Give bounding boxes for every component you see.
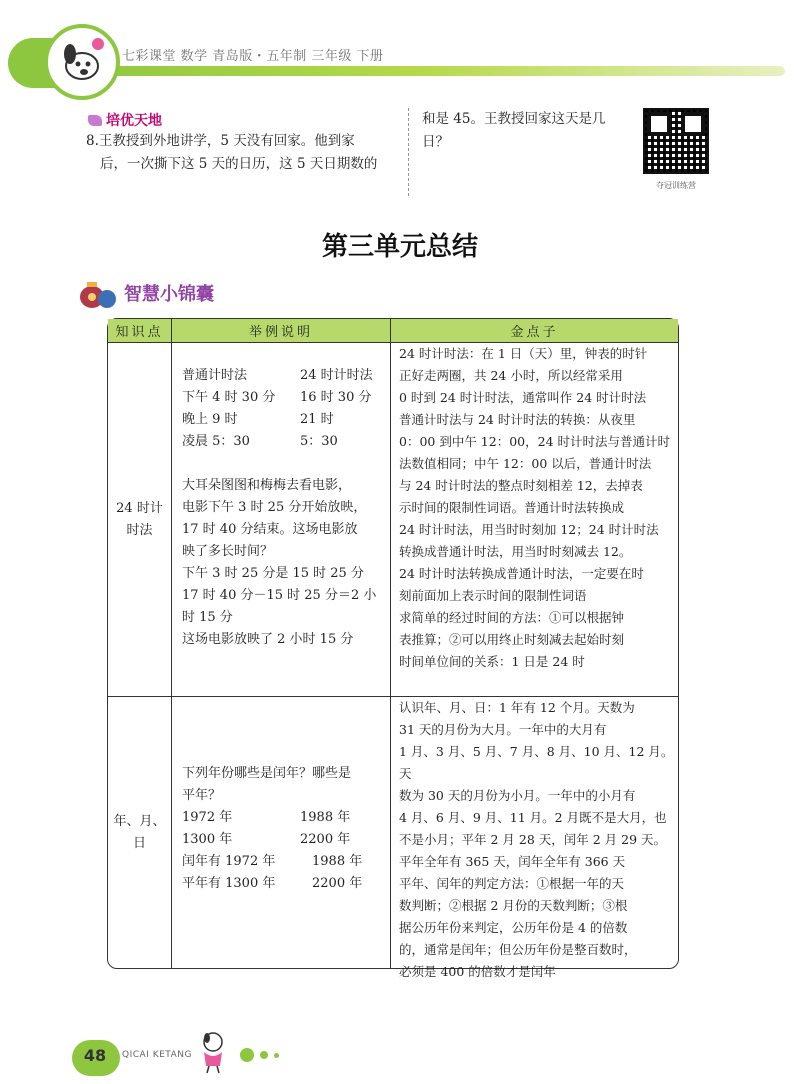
problem-line: 8.王教授到外地讲学，5 天没有回家。他到家 [86, 133, 355, 149]
decor-dot [260, 1051, 268, 1059]
tip-line: 正好走两圈，共 24 小时，所以经常采用 [399, 368, 623, 383]
tip-line: 24 时计时法：在 1 日（天）里，钟表的时针 [399, 346, 648, 361]
pair-left: 闰年有 1972 年 [182, 854, 276, 869]
footer-brand: QICAI KETANG [122, 1050, 192, 1060]
header-title: 七彩课堂 数学 青岛版・五年制 三年级 下册 [122, 49, 384, 64]
tip-line: 平年全年有 365 天，闰年全年有 366 天 [399, 854, 626, 869]
example-line: 时 15 分 [182, 610, 233, 625]
tip-line: 平年、闰年的判定方法：①根据一年的天 [399, 876, 625, 891]
page-title: 第三单元总结 [321, 232, 478, 262]
example-pair [182, 365, 384, 387]
example-line: 这场电影放映了 2 小时 15 分 [182, 632, 354, 647]
pair-left: 1300 年 [182, 832, 233, 847]
pair-right: 21 时 [300, 412, 334, 427]
tip-line: 0：00 到中午 12：00，24 时计时法与普通计时 [399, 434, 670, 449]
pair-right: 1988 年 [300, 810, 351, 825]
example-line: 映了多长时间？ [182, 544, 274, 559]
answer-pair [182, 873, 384, 895]
page-number: 48 [83, 1046, 107, 1065]
example-cell [172, 343, 391, 696]
example-line: 电影下午 3 时 25 分开始放映， [182, 500, 367, 515]
tip-line: 24 时计时法，用当时时刻加 12；24 时计时法 [399, 522, 659, 537]
header-topic: 知识点 [108, 319, 172, 342]
table-header [108, 319, 678, 343]
tips-cell [391, 343, 678, 696]
tip-line: 示时间的限制性词语。普通计时法转换成 [399, 500, 625, 515]
example-pair [182, 387, 384, 409]
table-row [108, 343, 678, 697]
pair-right: 16 时 30 分 [300, 390, 372, 405]
money-bag-icon [78, 276, 118, 310]
tip-line: 数为 30 天的月份为小月。一年中的小月有 [399, 788, 636, 803]
tip-line: 31 天的月份为大月。一年中的大月有 [399, 722, 607, 737]
tip-line: 表推算；②可以用终止时刻减去起始时刻 [399, 632, 625, 647]
problem-text-right [422, 108, 627, 154]
problem-text-left [86, 130, 396, 176]
section-heading: 智慧小锦囊 [124, 284, 214, 305]
tip-line: 法数值相同；中午 12：00 以后，普通计时法 [399, 456, 652, 471]
tip-line: 不是小月；平年 2 月 28 天，闰年 2 月 29 天。 [399, 832, 667, 847]
dancing-mascot-icon [196, 1030, 230, 1074]
pair-left: 普通计时法 [182, 368, 248, 383]
pair-right: 5：30 [300, 434, 338, 449]
pair-left: 下午 4 时 30 分 [182, 390, 276, 405]
tip-line: 时间单位间的关系：1 日是 24 时 [399, 654, 585, 669]
tip-line: 与 24 时计时法的整点时刻相差 12，去掉表 [399, 478, 643, 493]
example-line: 17 时 40 分－15 时 25 分＝2 小 [182, 588, 377, 603]
decor-dot [274, 1053, 279, 1058]
pair-right: 2200 年 [312, 876, 363, 891]
tip-line: 数判断；②根据 2 月份的天数判断；③根 [399, 898, 628, 913]
header-bar [60, 66, 785, 76]
topic-cell: 年、月、日 [108, 697, 172, 968]
problem-line: 日？ [422, 134, 449, 150]
example-pair [182, 807, 384, 829]
book-icon [88, 115, 102, 126]
tip-line: 普通计时法与 24 时计时法的转换：从夜里 [399, 412, 636, 427]
tip-line: 24 时计时法转换成普通计时法，一定要在时 [399, 566, 644, 581]
tips-cell [391, 697, 678, 979]
tip-line: 转换成普通计时法，用当时时刻减去 12。 [399, 544, 632, 559]
summary-table [107, 318, 679, 979]
mascot-icon [48, 28, 116, 96]
tip-line: 认识年、月、日：1 年有 12 个月。天数为 [399, 700, 635, 715]
header-example: 举例说明 [172, 319, 391, 342]
tip-line: 1 月、3 月、5 月、7 月、8 月、10 月、12 月。天 [399, 744, 674, 781]
tip-line: 的，通常是闰年；但公历年份是整百数时， [399, 942, 637, 957]
pair-right: 24 时计时法 [300, 368, 373, 383]
example-line: 17 时 40 分结束。这场电影放 [182, 522, 358, 537]
example-pair [182, 409, 384, 431]
pair-left: 1972 年 [182, 810, 233, 825]
example-line: 平年？ [182, 788, 222, 803]
tip-line: 必须是 400 的倍数才是闰年 [399, 964, 556, 979]
column-divider [408, 108, 409, 196]
problem-line: 和是 45。王教授回家这天是几 [422, 111, 606, 127]
pair-left: 凌晨 5：30 [182, 434, 250, 449]
tip-line: 据公历年份来判定，公历年份是 4 的倍数 [399, 920, 628, 935]
mascot-logo [44, 24, 120, 100]
qr-caption: 夺冠训练营 [656, 181, 696, 190]
pair-right: 2200 年 [300, 832, 351, 847]
tip-line: 刻前面加上表示时间的限制性词语 [399, 588, 587, 603]
section-label: 培优天地 [106, 113, 162, 129]
example-pair [182, 431, 384, 453]
decor-dot [240, 1048, 254, 1062]
example-cell [172, 697, 391, 968]
pair-right: 1988 年 [312, 854, 363, 869]
qr-code[interactable] [643, 108, 709, 174]
example-line: 下午 3 时 25 分是 15 时 25 分 [182, 566, 364, 581]
example-pair [182, 829, 384, 851]
tip-line: 4 月、6 月、9 月、11 月。2 月既不是大月，也 [399, 810, 667, 825]
tip-line: 求简单的经过时间的方法：①可以根据钟 [399, 610, 625, 625]
problem-line: 后，一次撕下这 5 天的日历，这 5 天日期数的 [100, 156, 378, 172]
table-row [108, 697, 678, 979]
answer-pair [182, 851, 384, 873]
tip-line: 0 时到 24 时计时法，通常叫作 24 时计时法 [399, 390, 647, 405]
topic-cell: 24 时计时法 [108, 343, 172, 696]
pair-left: 平年有 1300 年 [182, 876, 276, 891]
example-line: 下列年份哪些是闰年？哪些是 [182, 766, 352, 781]
section-tag [88, 110, 162, 130]
example-line: 大耳朵图图和梅梅去看电影， [182, 478, 352, 493]
header-tips: 金点子 [510, 325, 559, 340]
pair-left: 晚上 9 时 [182, 412, 238, 427]
